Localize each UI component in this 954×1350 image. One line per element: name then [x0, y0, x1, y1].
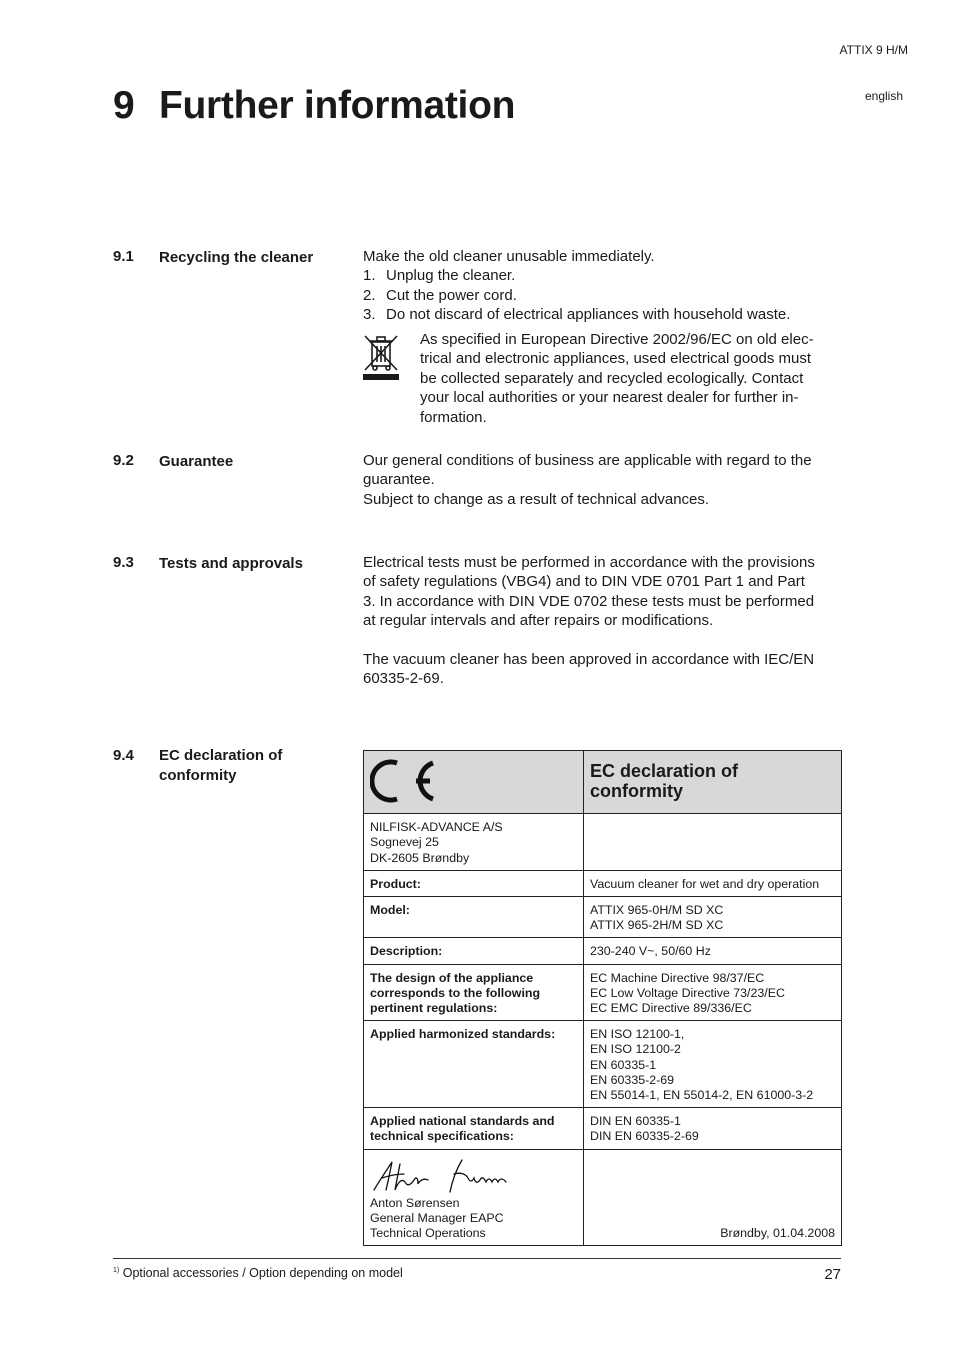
footnote	[113, 1266, 403, 1280]
list-text: Cut the power cord.	[386, 286, 517, 304]
text-line: guarantee.	[363, 471, 435, 489]
weee-note	[420, 330, 838, 427]
table-row	[364, 870, 842, 896]
list-text: Do not discard of electrical appliances with household waste.	[386, 306, 791, 324]
description-value: 230-240 V~, 50/60 Hz	[584, 938, 842, 964]
language-label: english	[864, 89, 903, 103]
table-row	[364, 1149, 842, 1246]
table-row	[364, 814, 842, 871]
ce-logo-cell	[364, 751, 584, 814]
list-number: 2.	[363, 286, 376, 304]
list-number: 1.	[363, 267, 376, 285]
footnote-text: Optional accessories / Option depending on model	[122, 1266, 403, 1280]
chapter-title-text: Further information	[159, 84, 516, 127]
title-line: EC declaration of	[590, 761, 739, 781]
chapter-title	[113, 84, 515, 128]
national-value: DIN EN 60335-1 DIN EN 60335-2-69	[584, 1108, 842, 1149]
section-number-guarantee: 9.2	[113, 452, 134, 469]
product-value: Vacuum cleaner for wet and dry operation	[584, 870, 842, 896]
text-line: 3. In accordance with DIN VDE 0702 these tests must be performed	[363, 592, 815, 610]
text-line: Electrical tests must be performed in accordance with the provisions	[363, 554, 815, 571]
table-row	[364, 1108, 842, 1149]
table-row	[364, 964, 842, 1021]
design-label: The design of the appliance corresponds to the following pertinent regulations:	[364, 964, 584, 1021]
ce-mark-icon	[370, 757, 438, 805]
list-number: 3.	[363, 306, 376, 324]
description-label: Description:	[364, 938, 584, 964]
section-title-guarantee: Guarantee	[159, 453, 234, 470]
title-line: conformity	[590, 781, 684, 801]
text-line: Subject to change as a result of technical advances.	[363, 490, 710, 508]
weee-crossed-bin-icon	[363, 333, 399, 381]
signature-cell: Anton Sørensen General Manager EAPC Technical Operations	[364, 1149, 584, 1246]
recycling-intro: Make the old cleaner unusable immediately.	[363, 248, 655, 265]
section-number-ec: 9.4	[113, 747, 134, 764]
list-item	[363, 305, 841, 324]
recycling-body	[363, 247, 841, 325]
text-line: The vacuum cleaner has been approved in accordance with IEC/EN	[363, 651, 815, 669]
table-row	[364, 897, 842, 938]
list-item	[363, 266, 841, 285]
table-row	[364, 938, 842, 964]
footnote-marker: 1)	[113, 1267, 120, 1274]
section-title-recycling: Recycling the cleaner	[159, 249, 314, 266]
page-number: 27	[824, 1266, 841, 1283]
design-value: EC Machine Directive 98/37/EC EC Low Voltage Directive 73/23/EC EC EMC Directive 89/336/EC	[584, 964, 842, 1021]
text-line: Our general conditions of business are applicable with regard to the	[363, 452, 812, 469]
model-label: Model:	[364, 897, 584, 938]
text-line: 60335-2-69.	[363, 670, 444, 688]
product-label: Product:	[364, 870, 584, 896]
list-text: Unplug the cleaner.	[386, 267, 516, 285]
harmonized-value: EN ISO 12100-1, EN ISO 12100-2 EN 60335-1 EN 60335-2-69 EN 55014-1, EN 55014-2, EN 61000-3-2	[584, 1021, 842, 1108]
text-line: at regular intervals and after repairs or modifications.	[363, 612, 714, 630]
note-line: your local authorities or your nearest dealer for further in-	[420, 389, 799, 407]
table-row	[364, 751, 842, 814]
place-date: Brøndby, 01.04.2008	[720, 1226, 835, 1241]
note-line: formation.	[420, 408, 487, 426]
model-header: ATTIX 9 H/M	[839, 43, 908, 57]
text-line: of safety regulations (VBG4) and to DIN VDE 0701 Part 1 and Part	[363, 573, 805, 591]
place-date-cell	[584, 1149, 842, 1246]
table-row	[364, 1021, 842, 1108]
section-number-tests: 9.3	[113, 554, 134, 571]
guarantee-body	[363, 451, 841, 509]
note-line: be collected separately and recycled ecologically. Contact	[420, 369, 804, 387]
tests-body	[363, 553, 841, 689]
list-item	[363, 286, 841, 305]
section-title-tests: Tests and approvals	[159, 555, 303, 572]
title-line: conformity	[159, 767, 237, 784]
chapter-number: 9	[113, 84, 135, 127]
model-value: ATTIX 965-0H/M SD XC ATTIX 965-2H/M SD XC	[584, 897, 842, 938]
footer-divider	[113, 1258, 841, 1259]
title-line: EC declaration of	[159, 747, 283, 764]
declaration-title	[584, 751, 842, 814]
national-label: Applied national standards and technical specifications:	[364, 1108, 584, 1149]
ec-declaration-table	[363, 750, 842, 1246]
harmonized-label: Applied harmonized standards:	[364, 1021, 584, 1108]
company-address: NILFISK-ADVANCE A/S Sognevej 25 DK-2605 Brøndby	[364, 814, 584, 871]
section-number-recycling: 9.1	[113, 248, 134, 265]
handwritten-signature	[370, 1156, 520, 1196]
section-title-ec	[159, 746, 334, 786]
note-line: trical and electronic appliances, used electrical goods must	[420, 350, 812, 368]
empty-cell	[584, 814, 842, 871]
note-line: As specified in European Directive 2002/96/EC on old elec-	[420, 331, 814, 348]
